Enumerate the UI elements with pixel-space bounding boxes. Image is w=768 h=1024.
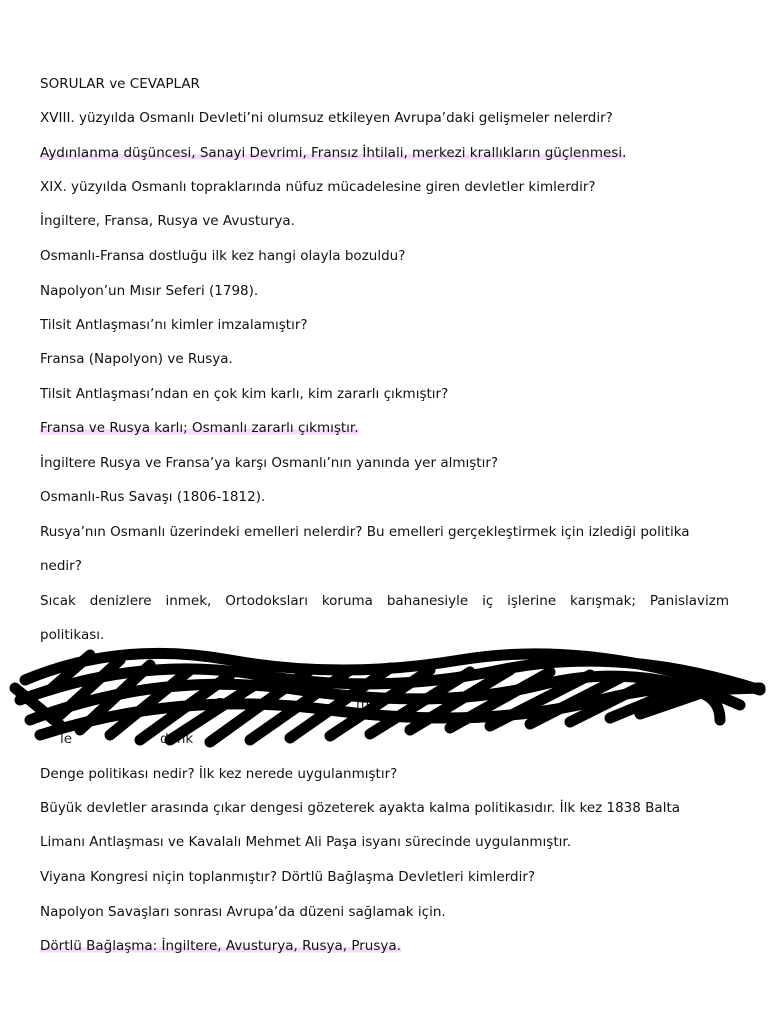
answer-line: Napolyon’un Mısır Seferi (1798). [40,283,259,299]
answer-line: Dörtlü Bağlaşma: İngiltere, Avusturya, Rusya, Prusya. [40,938,401,954]
answer-line: Napolyon Savaşları sonrası Avrupa’da düzeni sağlamak için. [40,904,446,920]
question-line-cont: nedir? [40,558,82,574]
question-line: İngiltere Rusya ve Fransa’ya karşı Osmanlı’nın yanında yer almıştır? [40,455,499,471]
answer-line: Büyük devletler arasında çıkar dengesi gözeterek ayakta kalma politikasıdır. İlk kez 1838 Balta [40,800,681,816]
question-line: XIX. yüzyılda Osmanlı topraklarında nüfuz mücadelesine giren devletler kimlerdir? [40,179,596,195]
question-line: XVIII. yüzyılda Osmanlı Devleti’ni olumsuz etkileyen Avrupa’daki gelişmeler nelerdir? [40,110,613,126]
question-line: Denge politikası nedir? İlk kez nerede uygulanmıştır? [40,766,398,782]
answer-line-cont: politikası. [40,627,105,643]
question-line: Tilsit Antlaşması’nı kimler imzalamıştır? [40,317,308,333]
redaction-scribble [0,630,768,760]
question-line: Tilsit Antlaşması’ndan en çok kim karlı, kim zararlı çıkmıştır? [40,386,449,402]
redacted-fragment: Dev [216,696,243,712]
answer-line: Sıcak denizlere inmek, Ortodoksları koruma bahanesiyle iç işlerine karışmak; Panislavizm [40,593,729,609]
answer-line-cont: Limanı Antlaşması ve Kavalalı Mehmet Ali Paşa isyanı sürecinde uygulanmıştır. [40,834,571,850]
redacted-fragment: le [60,731,73,747]
answer-line: Aydınlanma düşüncesi, Sanayi Devrimi, Fransız İhtilali, merkezi krallıkların güçlenmesi. [40,145,627,161]
answer-line: Fransa (Napolyon) ve Rusya. [40,351,233,367]
question-line: Viyana Kongresi niçin toplanmıştır? Dörtlü Bağlaşma Devletleri kimlerdir? [40,869,536,885]
redacted-fragment: denk [160,731,194,747]
question-line: Rusya’nın Osmanlı üzerindeki emelleri nelerdir? Bu emelleri gerçekleştirmek için izlediği politika [40,524,690,540]
redacted-fragment: ma [356,696,378,712]
page-title: SORULAR ve CEVAPLAR [40,76,200,92]
answer-line: İngiltere, Fransa, Rusya ve Avusturya. [40,213,295,229]
answer-line: Osmanlı-Rus Savaşı (1806-1812). [40,489,266,505]
answer-line: Fransa ve Rusya karlı; Osmanlı zararlı çıkmıştır. [40,420,359,436]
question-line: Osmanlı-Fransa dostluğu ilk kez hangi olayla bozuldu? [40,248,406,264]
